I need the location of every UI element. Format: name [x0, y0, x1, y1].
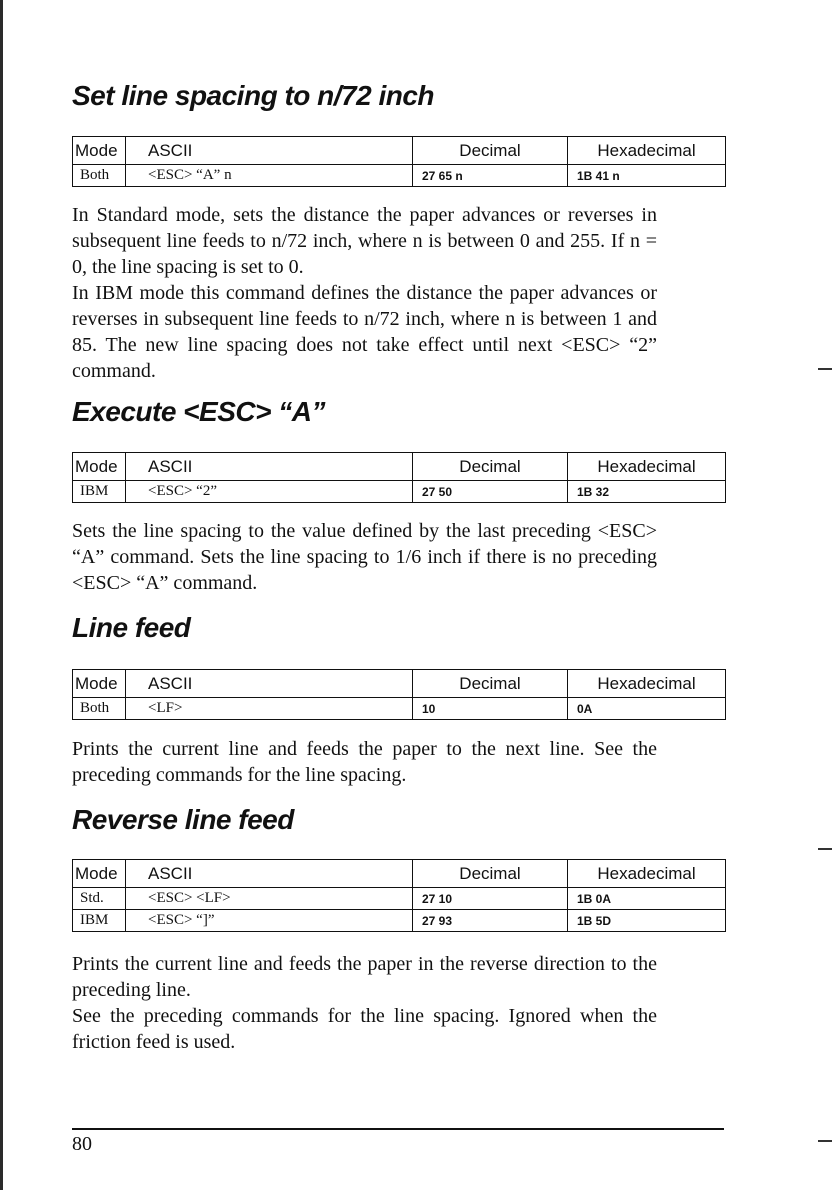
command-table	[72, 859, 726, 932]
section-description	[72, 202, 657, 384]
cell-ascii: <ESC> <LF>	[126, 888, 413, 910]
table-header-row	[73, 860, 726, 888]
table-row	[73, 481, 726, 503]
cell-hex: 1B 5D	[568, 910, 726, 932]
paragraph: See the preceding commands for the line spacing. Ignored when the friction feed is used.	[72, 1005, 657, 1053]
cell-ascii: <ESC> “2”	[126, 481, 413, 503]
table-header-row	[73, 453, 726, 481]
header-mode: Mode	[73, 137, 126, 165]
footer-rule	[72, 1128, 724, 1130]
header-hexadecimal: Hexadecimal	[568, 453, 726, 481]
cell-decimal: 27 10	[413, 888, 568, 910]
cell-decimal: 10	[413, 698, 568, 720]
header-hexadecimal: Hexadecimal	[568, 670, 726, 698]
scan-mark	[818, 368, 832, 370]
command-table	[72, 669, 726, 720]
cell-ascii: <ESC> “A” n	[126, 165, 413, 187]
cell-decimal: 27 65 n	[413, 165, 568, 187]
table-row	[73, 888, 726, 910]
cell-hex: 1B 41 n	[568, 165, 726, 187]
header-decimal: Decimal	[413, 137, 568, 165]
page-number: 80	[72, 1133, 92, 1155]
header-decimal: Decimal	[413, 453, 568, 481]
section-description	[72, 951, 657, 1055]
header-mode: Mode	[73, 860, 126, 888]
paragraph: In Standard mode, sets the distance the paper advances or reverses in subsequent line feeds to n/72 inch, where n is between 0 and 255. If n = 0, the line spacing is set to 0.	[72, 204, 657, 278]
header-mode: Mode	[73, 670, 126, 698]
table-header-row	[73, 670, 726, 698]
paragraph: In IBM mode this command defines the distance the paper advances or reverses in subsequent line feeds to n/72 inch, where n is between 1 and 85. The new line spacing does not take effect until next <ESC> “2” command.	[72, 282, 657, 382]
header-mode: Mode	[73, 453, 126, 481]
cell-mode: Std.	[73, 888, 126, 910]
table-row	[73, 165, 726, 187]
header-decimal: Decimal	[413, 860, 568, 888]
header-decimal: Decimal	[413, 670, 568, 698]
table-row	[73, 698, 726, 720]
section-title: Set line spacing to n/72 inch	[72, 80, 435, 111]
section-title: Reverse line feed	[72, 804, 294, 835]
table-row	[73, 910, 726, 932]
paragraph: Sets the line spacing to the value defined by the last preceding <ESC> “A” command. Sets the line spacing to 1/6 inch if there is no preceding <ESC> “A” command.	[72, 520, 657, 594]
header-ascii: ASCII	[126, 860, 413, 888]
cell-mode: Both	[73, 698, 126, 720]
scan-mark	[818, 1140, 832, 1142]
cell-mode: IBM	[73, 910, 126, 932]
header-ascii: ASCII	[126, 137, 413, 165]
cell-hex: 1B 32	[568, 481, 726, 503]
header-ascii: ASCII	[126, 453, 413, 481]
cell-ascii: <ESC> “]”	[126, 910, 413, 932]
paragraph: Prints the current line and feeds the paper to the next line. See the preceding commands for the line spacing.	[72, 738, 657, 786]
section-title: Line feed	[72, 612, 191, 643]
cell-decimal: 27 93	[413, 910, 568, 932]
table-header-row	[73, 137, 726, 165]
cell-ascii: <LF>	[126, 698, 413, 720]
section-title: Execute <ESC> “A”	[72, 396, 325, 427]
command-table	[72, 452, 726, 503]
section-description	[72, 518, 657, 596]
command-table	[72, 136, 726, 187]
header-hexadecimal: Hexadecimal	[568, 860, 726, 888]
cell-hex: 0A	[568, 698, 726, 720]
header-ascii: ASCII	[126, 670, 413, 698]
cell-decimal: 27 50	[413, 481, 568, 503]
paragraph: Prints the current line and feeds the paper in the reverse direction to the preceding line.	[72, 953, 657, 1001]
scan-edge-left	[0, 0, 3, 1190]
scan-mark	[818, 848, 832, 850]
section-description	[72, 736, 657, 788]
cell-mode: IBM	[73, 481, 126, 503]
cell-hex: 1B 0A	[568, 888, 726, 910]
cell-mode: Both	[73, 165, 126, 187]
header-hexadecimal: Hexadecimal	[568, 137, 726, 165]
